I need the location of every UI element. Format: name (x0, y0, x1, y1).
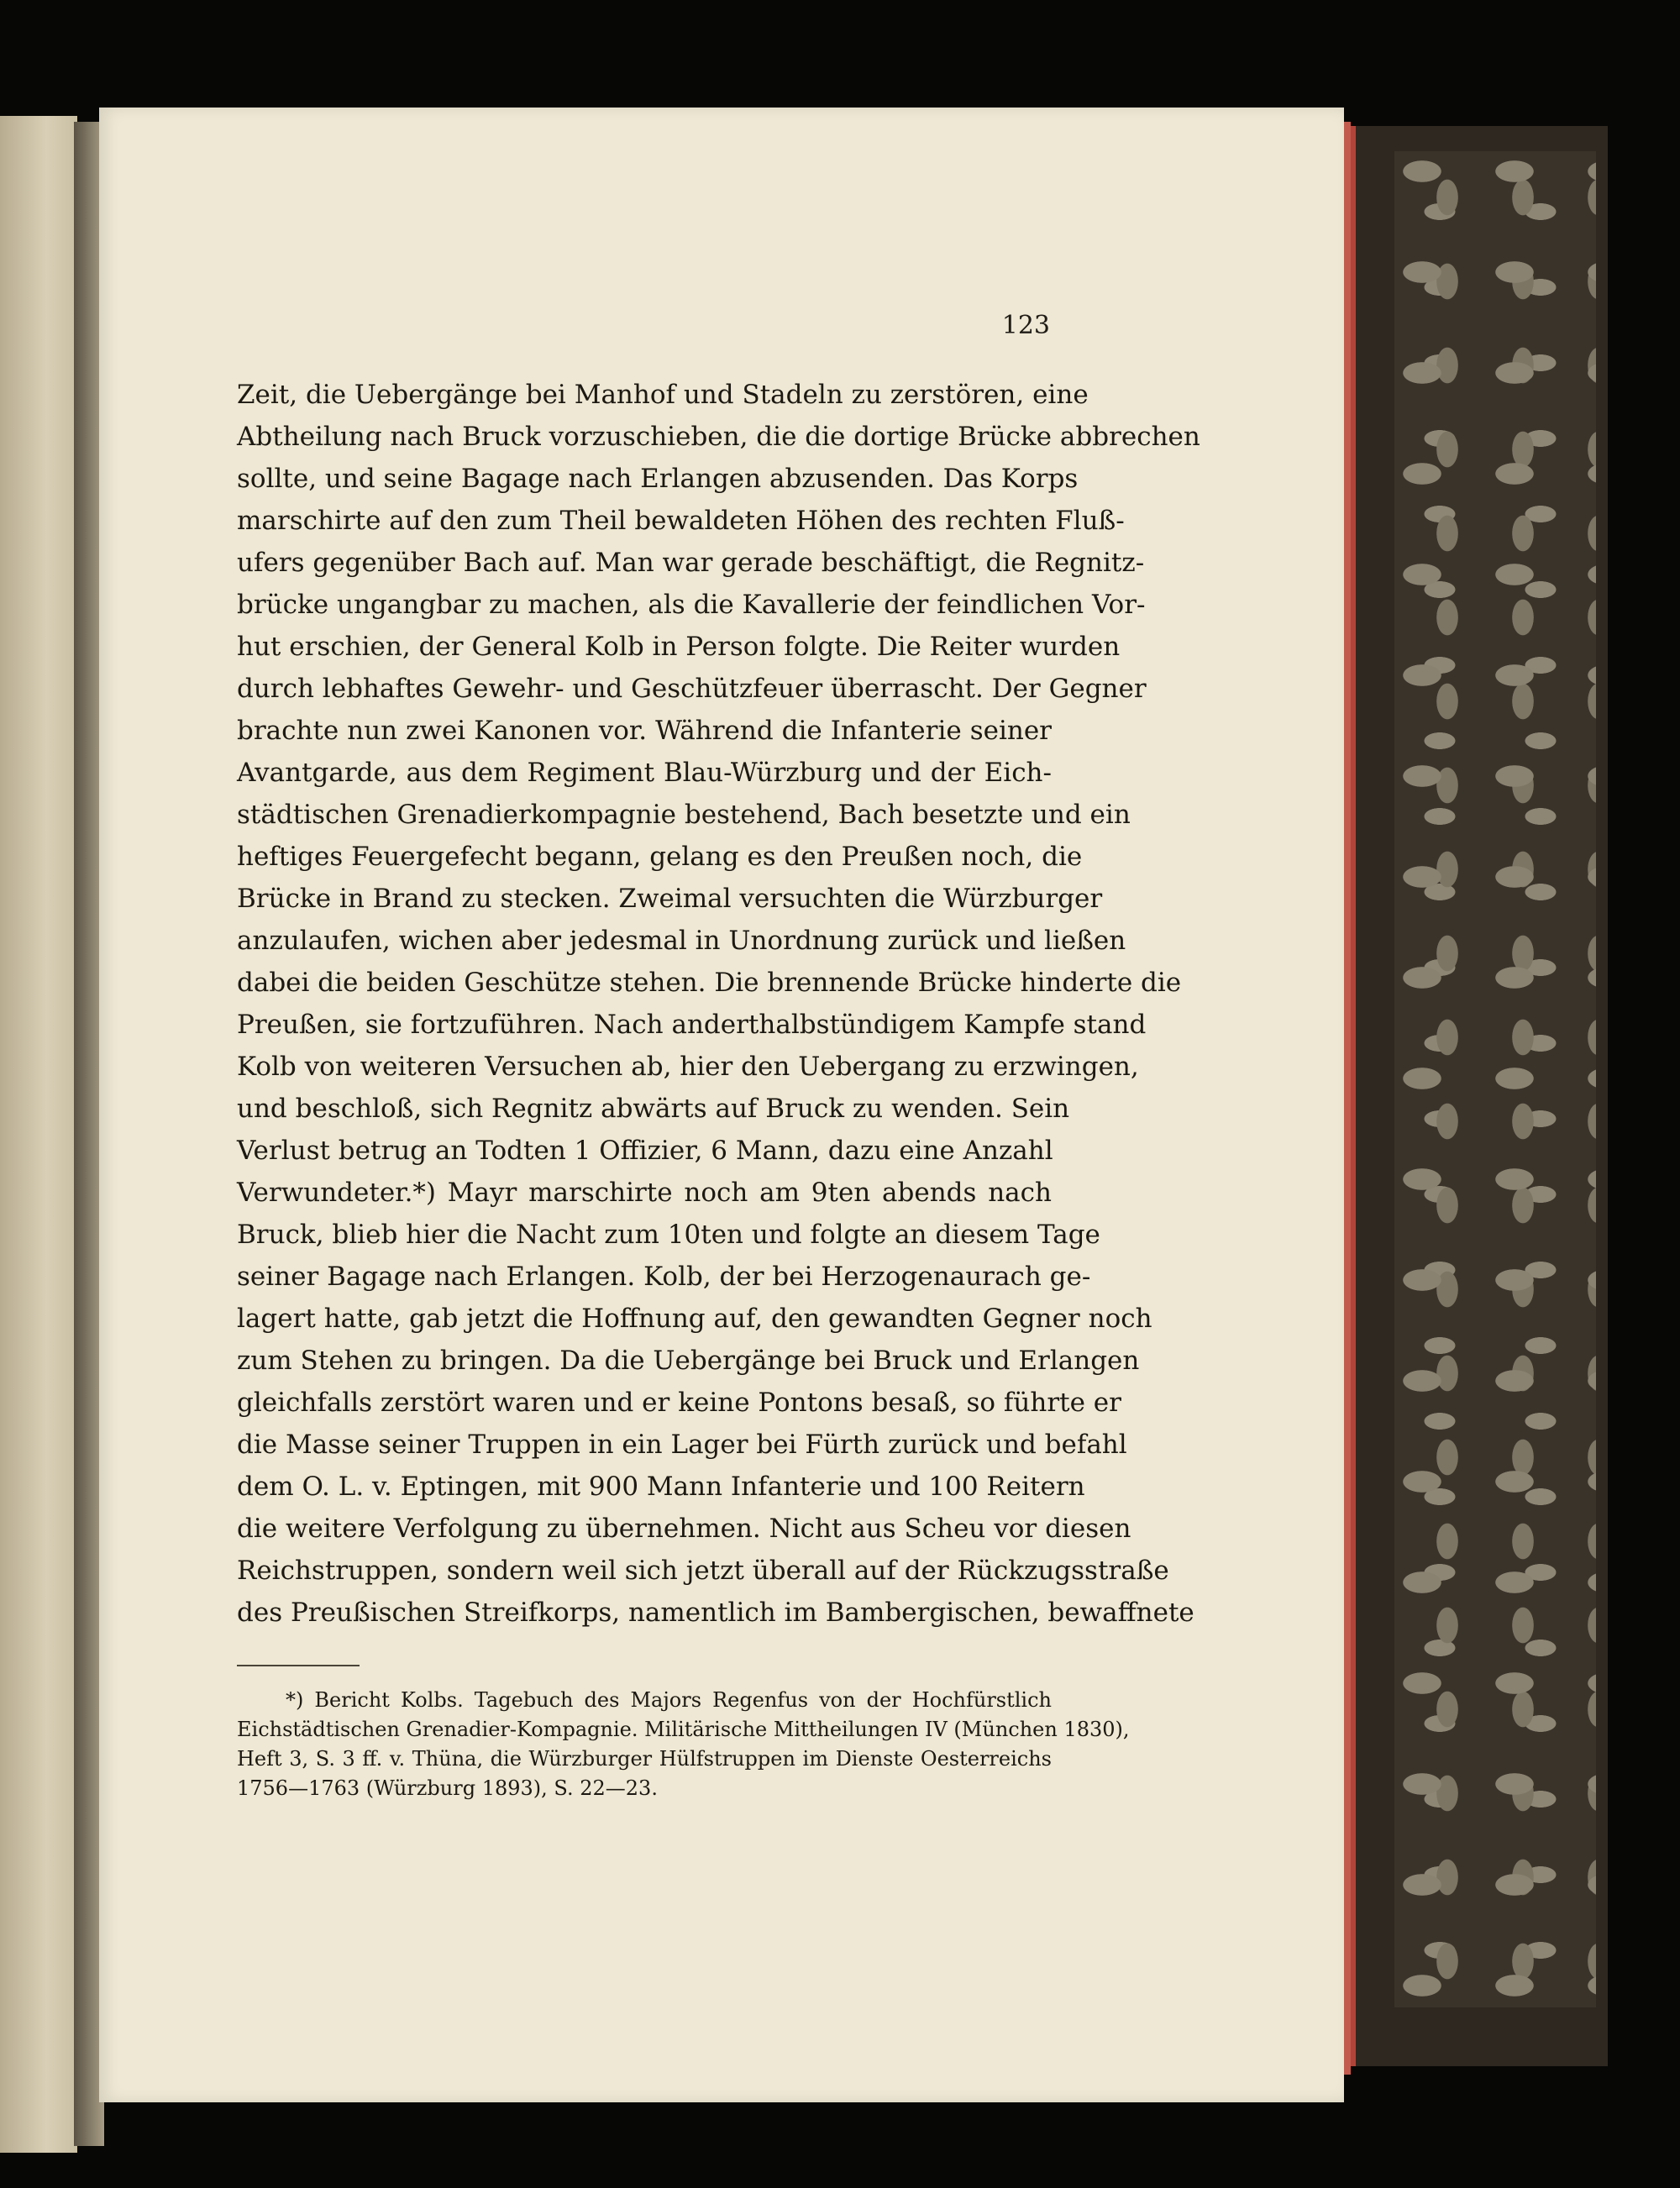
body-line: Verlust betrug an Todten 1 Offizier, 6 Mann, dazu eine Anzahl (237, 1136, 1053, 1166)
body-line: brachte nun zwei Kanonen vor. Während die Infanterie seiner (237, 716, 1052, 746)
body-line: lagert hatte, gab jetzt die Hoffnung auf, den gewandten Gegner noch (237, 1304, 1152, 1334)
body-line: Reichstruppen, sondern weil sich jetzt überall auf der Rückzugsstraße (237, 1556, 1169, 1586)
left-page-edge (0, 116, 77, 2153)
body-line: brücke ungangbar zu machen, als die Kavallerie der feindlichen Vor- (237, 590, 1146, 620)
body-line: zum Stehen zu bringen. Da die Uebergänge bei Bruck und Erlangen (237, 1346, 1140, 1376)
body-line: Zeit, die Uebergänge bei Manhof und Stadeln zu zerstören, eine (237, 380, 1089, 410)
footnote-line: Eichstädtischen Grenadier-Kompagnie. Militärische Mittheilungen IV (München 1830), (237, 1718, 1130, 1741)
footnote-rule (237, 1665, 360, 1666)
body-line: die weitere Verfolgung zu übernehmen. Nicht aus Scheu vor diesen (237, 1514, 1131, 1544)
body-line: des Preußischen Streifkorps, namentlich im Bambergischen, bewaffnete (237, 1598, 1194, 1628)
body-line: die Masse seiner Truppen in ein Lager bei Fürth zurück und befahl (237, 1430, 1127, 1460)
body-line: dabei die beiden Geschütze stehen. Die brennende Brücke hinderte die (237, 968, 1182, 998)
page-number: 123 (1001, 311, 1050, 340)
body-line: Bruck, blieb hier die Nacht zum 10ten und folgte an diesem Tage (237, 1220, 1100, 1250)
footnote-line: Heft 3, S. 3 ff. v. Thüna, die Würzburger Hülfstruppen im Dienste Oesterreichs (237, 1747, 1052, 1771)
body-line: dem O. L. v. Eptingen, mit 900 Mann Infanterie und 100 Reitern (237, 1472, 1085, 1502)
body-line: heftiges Feuergefecht begann, gelang es den Preußen noch, die (237, 842, 1083, 872)
body-line: anzulaufen, wichen aber jedesmal in Unordnung zurück und ließen (237, 926, 1126, 956)
body-line: Abtheilung nach Bruck vorzuschieben, die die dortige Brücke abbrechen (237, 422, 1200, 452)
body-line: Brücke in Brand zu stecken. Zweimal versuchten die Würzburger (237, 884, 1103, 914)
footnote-line: 1756—1763 (Würzburg 1893), S. 22—23. (237, 1776, 658, 1800)
body-line: Avantgarde, aus dem Regiment Blau-Würzburg und der Eich- (237, 758, 1052, 788)
footnote-line: *) Bericht Kolbs. Tagebuch des Majors Regenfus von der Hochfürstlich (286, 1688, 1052, 1712)
body-line: und beschloß, sich Regnitz abwärts auf Bruck zu wenden. Sein (237, 1094, 1070, 1124)
body-line: hut erschien, der General Kolb in Person folgte. Die Reiter wurden (237, 632, 1121, 662)
body-line: seiner Bagage nach Erlangen. Kolb, der bei Herzogenaurach ge- (237, 1262, 1091, 1292)
body-line: städtischen Grenadierkompagnie bestehend, Bach besetzte und ein (237, 800, 1131, 830)
body-line: ufers gegenüber Bach auf. Man war gerade beschäftigt, die Regnitz- (237, 548, 1145, 578)
body-line: Kolb von weiteren Versuchen ab, hier den Uebergang zu erzwingen, (237, 1052, 1139, 1082)
cover-leaf-pattern (1394, 151, 1596, 2007)
body-line: durch lebhaftes Gewehr- und Geschützfeuer überrascht. Der Gegner (237, 674, 1147, 704)
body-line: sollte, und seine Bagage nach Erlangen abzusenden. Das Korps (237, 464, 1079, 494)
body-line: Preußen, sie fortzuführen. Nach anderthalbstündigem Kampfe stand (237, 1010, 1147, 1040)
body-line: gleichfalls zerstört waren und er keine Pontons besaß, so führte er (237, 1388, 1121, 1418)
body-line: marschirte auf den zum Theil bewaldeten Höhen des rechten Fluß- (237, 506, 1125, 536)
body-line: Verwundeter.*) Mayr marschirte noch am 9ten abends nach (237, 1178, 1052, 1208)
